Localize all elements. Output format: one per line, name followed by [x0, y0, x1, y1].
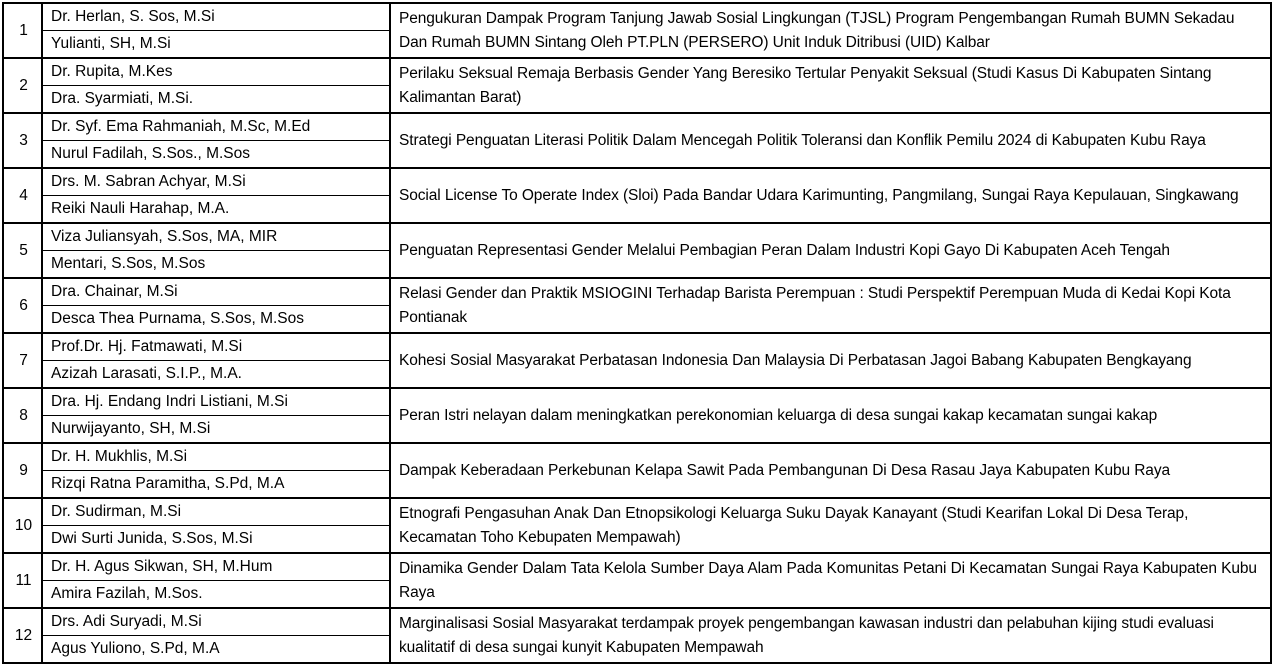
- research-title-cell: Kohesi Sosial Masyarakat Perbatasan Indonesia Dan Malaysia Di Perbatasan Jagoi Babang Kabupaten Bengkayang: [390, 333, 1271, 388]
- table-row: [3, 3, 1271, 31]
- research-title-cell: Strategi Penguatan Literasi Politik Dalam Mencegah Politik Toleransi dan Konflik Pemilu 2024 di Kabupaten Kubu Raya: [390, 113, 1271, 168]
- researcher-name-primary: Dr. H. Mukhlis, M.Si: [42, 443, 390, 471]
- research-title-cell: Etnografi Pengasuhan Anak Dan Etnopsikologi Keluarga Suku Dayak Kanayant (Studi Kearifan Lokal Di Desa Terap, Kecamatan Toho Kebupaten Mempawah): [390, 498, 1271, 553]
- research-title-cell: Penguatan Representasi Gender Melalui Pembagian Peran Dalam Industri Kopi Gayo Di Kabupaten Aceh Tengah: [390, 223, 1271, 278]
- row-number-cell: 2: [3, 58, 42, 113]
- table-row: [3, 223, 1271, 251]
- researcher-name-secondary: Agus Yuliono, S.Pd, M.A: [42, 636, 390, 664]
- table-row: [3, 58, 1271, 86]
- table-row: [3, 608, 1271, 636]
- researcher-name-primary: Viza Juliansyah, S.Sos, MA, MIR: [42, 223, 390, 251]
- research-table-body: [3, 3, 1271, 663]
- row-number-cell: 3: [3, 113, 42, 168]
- row-number-cell: 4: [3, 168, 42, 223]
- researcher-name-secondary: Nurwijayanto, SH, M.Si: [42, 416, 390, 444]
- researcher-name-primary: Drs. M. Sabran Achyar, M.Si: [42, 168, 390, 196]
- researcher-name-secondary: Nurul Fadilah, S.Sos., M.Sos: [42, 141, 390, 169]
- table-row: [3, 388, 1271, 416]
- research-title-cell: Dinamika Gender Dalam Tata Kelola Sumber Daya Alam Pada Komunitas Petani Di Kecamatan Sungai Raya Kabupaten Kubu Raya: [390, 553, 1271, 608]
- table-row: [3, 168, 1271, 196]
- researcher-name-secondary: Rizqi Ratna Paramitha, S.Pd, M.A: [42, 471, 390, 499]
- row-number-cell: 8: [3, 388, 42, 443]
- research-title-cell: Pengukuran Dampak Program Tanjung Jawab Sosial Lingkungan (TJSL) Program Pengembangan Rumah BUMN Sekadau Dan Rumah BUMN Sintang Oleh PT.PLN (PERSERO) Unit Induk Ditribusi (UID) Kalbar: [390, 3, 1271, 58]
- researcher-name-primary: Dra. Chainar, M.Si: [42, 278, 390, 306]
- research-title-cell: Perilaku Seksual Remaja Berbasis Gender Yang Beresiko Tertular Penyakit Seksual (Studi Kasus Di Kabupaten Sintang Kalimantan Barat): [390, 58, 1271, 113]
- researcher-name-primary: Prof.Dr. Hj. Fatmawati, M.Si: [42, 333, 390, 361]
- researcher-name-primary: Dr. Herlan, S. Sos, M.Si: [42, 3, 390, 31]
- researcher-name-primary: Dr. H. Agus Sikwan, SH, M.Hum: [42, 553, 390, 581]
- row-number-cell: 6: [3, 278, 42, 333]
- table-row: [3, 498, 1271, 526]
- research-title-cell: Marginalisasi Sosial Masyarakat terdampak proyek pengembangan kawasan industri dan pelabuhan kijing studi evaluasi kualitatif di desa sungai kunyit Kabupaten Mempawah: [390, 608, 1271, 663]
- row-number-cell: 5: [3, 223, 42, 278]
- researcher-name-secondary: Dra. Syarmiati, M.Si.: [42, 86, 390, 114]
- row-number-cell: 7: [3, 333, 42, 388]
- row-number-cell: 12: [3, 608, 42, 663]
- researcher-name-secondary: Dwi Surti Junida, S.Sos, M.Si: [42, 526, 390, 554]
- research-title-cell: Relasi Gender dan Praktik MSIOGINI Terhadap Barista Perempuan : Studi Perspektif Perempuan Muda di Kedai Kopi Kota Pontianak: [390, 278, 1271, 333]
- table-row: [3, 443, 1271, 471]
- table-row: [3, 113, 1271, 141]
- researcher-name-primary: Drs. Adi Suryadi, M.Si: [42, 608, 390, 636]
- research-title-cell: Peran Istri nelayan dalam meningkatkan perekonomian keluarga di desa sungai kakap kecamatan sungai kakap: [390, 388, 1271, 443]
- row-number-cell: 11: [3, 553, 42, 608]
- researcher-name-secondary: Amira Fazilah, M.Sos.: [42, 581, 390, 609]
- research-title-cell: Social License To Operate Index (Sloi) Pada Bandar Udara Karimunting, Pangmilang, Sungai Raya Kepulauan, Singkawang: [390, 168, 1271, 223]
- researcher-name-primary: Dra. Hj. Endang Indri Listiani, M.Si: [42, 388, 390, 416]
- research-title-cell: Dampak Keberadaan Perkebunan Kelapa Sawit Pada Pembangunan Di Desa Rasau Jaya Kabupaten Kubu Raya: [390, 443, 1271, 498]
- researcher-name-secondary: Mentari, S.Sos, M.Sos: [42, 251, 390, 279]
- research-table: [2, 2, 1272, 664]
- table-row: [3, 553, 1271, 581]
- researcher-name-secondary: Reiki Nauli Harahap, M.A.: [42, 196, 390, 224]
- researcher-name-primary: Dr. Rupita, M.Kes: [42, 58, 390, 86]
- researcher-name-primary: Dr. Sudirman, M.Si: [42, 498, 390, 526]
- row-number-cell: 9: [3, 443, 42, 498]
- row-number-cell: 1: [3, 3, 42, 58]
- table-row: [3, 333, 1271, 361]
- researcher-name-secondary: Desca Thea Purnama, S.Sos, M.Sos: [42, 306, 390, 334]
- researcher-name-secondary: Yulianti, SH, M.Si: [42, 31, 390, 59]
- table-row: [3, 278, 1271, 306]
- row-number-cell: 10: [3, 498, 42, 553]
- researcher-name-secondary: Azizah Larasati, S.I.P., M.A.: [42, 361, 390, 389]
- researcher-name-primary: Dr. Syf. Ema Rahmaniah, M.Sc, M.Ed: [42, 113, 390, 141]
